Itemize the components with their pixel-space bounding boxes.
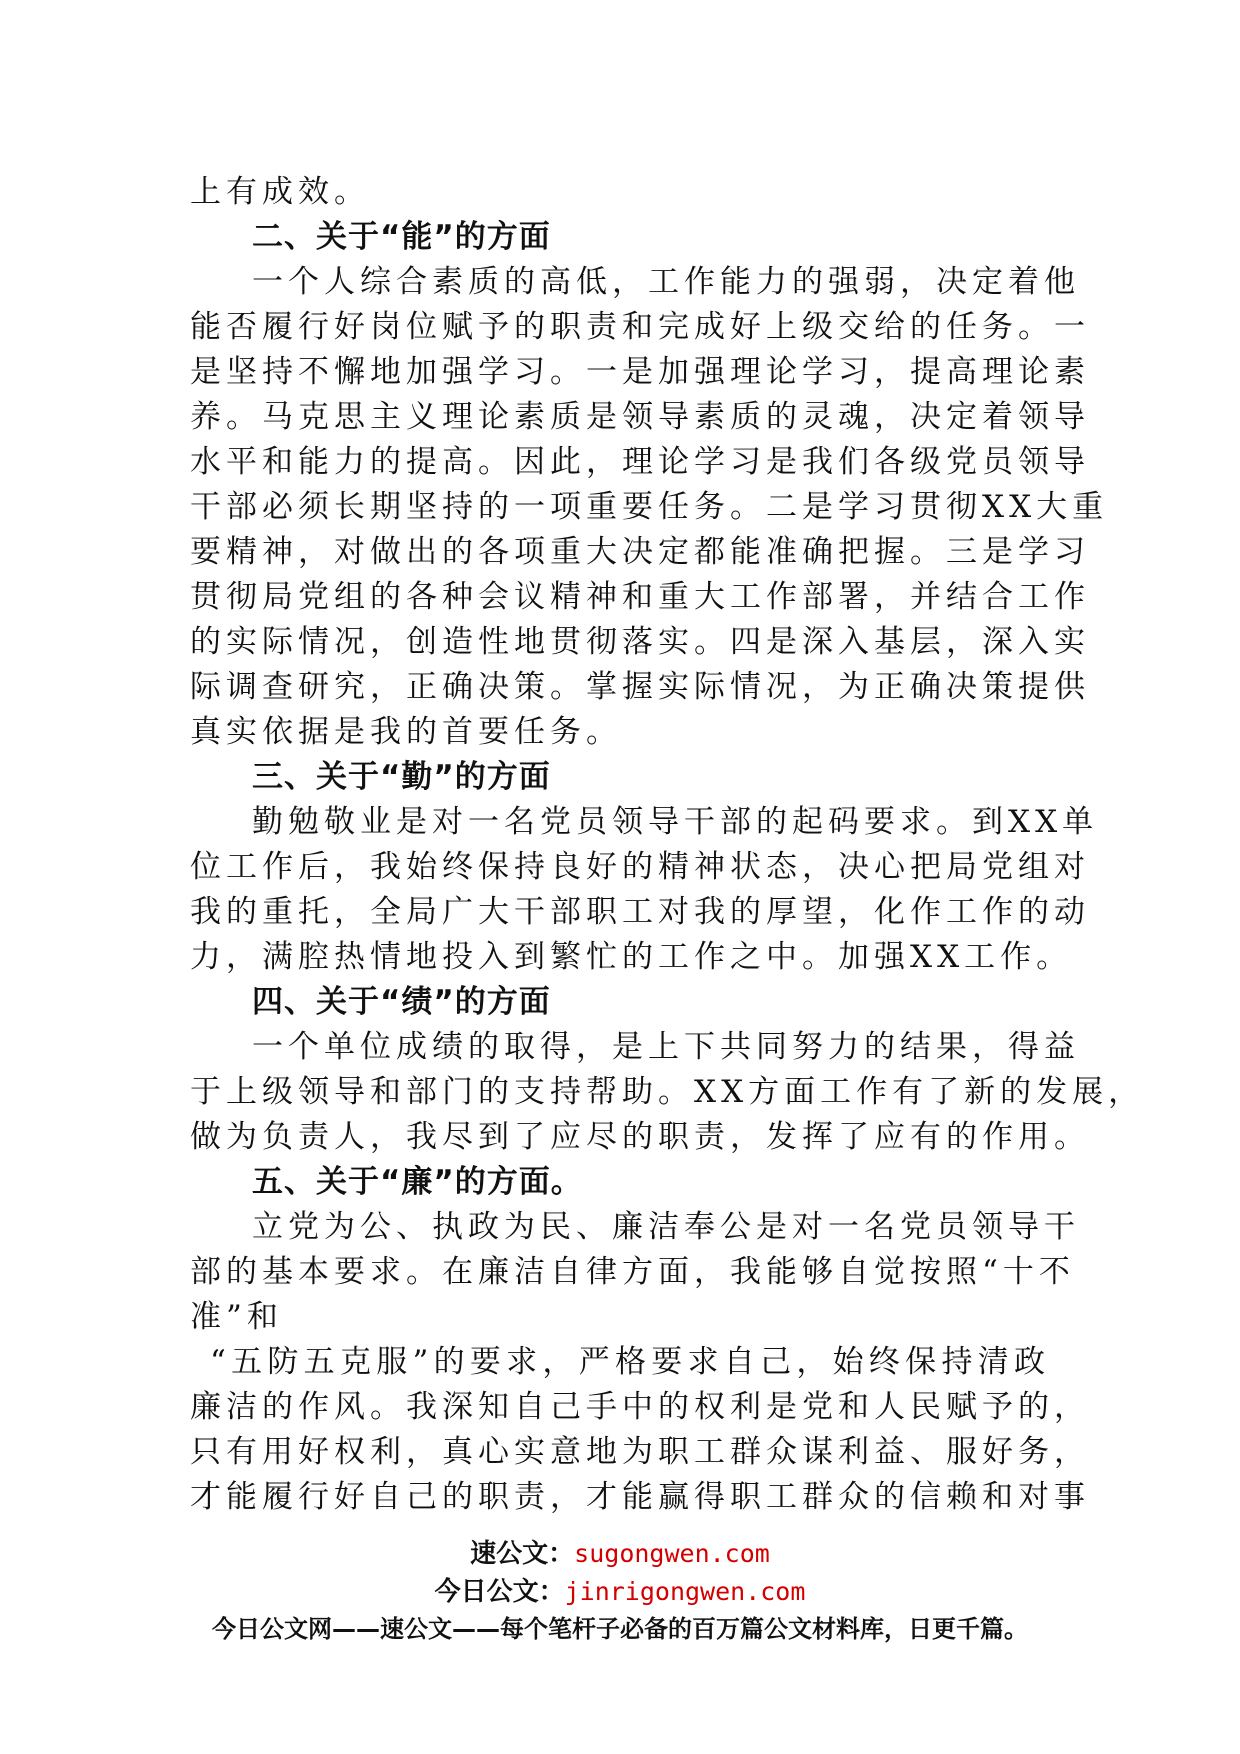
paragraph-line: “五防五克服”的要求，严格要求自己，始终保持清政	[210, 1344, 1050, 1380]
paragraph-line: 一个人综合素质的高低，工作能力的强弱，决定着他	[252, 264, 1080, 300]
footer-slogan: 今日公文网——速公文——每个笔杆子必备的百万篇公文材料库，日更千篇。	[212, 1615, 1028, 1643]
footer-site-1	[0, 1535, 1240, 1573]
paragraph-line: 力，满腔热情地投入到繁忙的工作之中。加强XX工作。	[190, 939, 1073, 975]
paragraph-line: 位工作后，我始终保持良好的精神状态，决心把局党组对	[190, 849, 1090, 885]
section-heading: 三、关于“勤”的方面	[252, 759, 551, 795]
paragraph-line: 干部必须长期坚持的一项重要任务。二是学习贯彻XX大重	[190, 489, 1109, 525]
paragraph-line: 上有成效。	[190, 174, 370, 210]
paragraph-line: 准”和	[190, 1299, 283, 1335]
paragraph-line: 贯彻局党组的各种会议精神和重大工作部署，并结合工作	[190, 579, 1090, 615]
paragraph-line: 做为负责人，我尽到了应尽的职责，发挥了应有的作用。	[190, 1119, 1090, 1155]
paragraph-line: 于上级领导和部门的支持帮助。XX方面工作有了新的发展，	[190, 1074, 1145, 1110]
paragraph-line: 一个单位成绩的取得，是上下共同努力的结果，得益	[252, 1029, 1080, 1065]
paragraph-line: 立党为公、执政为民、廉洁奉公是对一名党员领导干	[252, 1209, 1080, 1245]
footer-site-2	[0, 1573, 1240, 1611]
footer-site-2-label: 今日公文：	[434, 1577, 565, 1607]
paragraph-line: 际调查研究，正确决策。掌握实际情况，为正确决策提供	[190, 669, 1090, 705]
paragraph-line: 才能履行好自己的职责，才能赢得职工群众的信赖和对事	[190, 1479, 1090, 1515]
paragraph-line: 能否履行好岗位赋予的职责和完成好上级交给的任务。一	[190, 309, 1090, 345]
paragraph-line: 勤勉敬业是对一名党员领导干部的起码要求。到XX单	[252, 804, 1099, 840]
paragraph-line: 水平和能力的提高。因此，理论学习是我们各级党员领导	[190, 444, 1090, 480]
footer-site-1-link[interactable]: sugongwen.com	[574, 1539, 770, 1568]
paragraph-line: 的实际情况，创造性地贯彻落实。四是深入基层，深入实	[190, 624, 1090, 660]
paragraph-line: 是坚持不懈地加强学习。一是加强理论学习，提高理论素	[190, 354, 1090, 390]
paragraph-line: 真实依据是我的首要任务。	[190, 714, 622, 750]
footer-site-2-link[interactable]: jinrigongwen.com	[564, 1577, 806, 1606]
paragraph-line: 部的基本要求。在廉洁自律方面，我能够自觉按照“十不	[190, 1254, 1075, 1290]
paragraph-line: 养。马克思主义理论素质是领导素质的灵魂，决定着领导	[190, 399, 1090, 435]
paragraph-line: 要精神，对做出的各项重大决定都能准确把握。三是学习	[190, 534, 1090, 570]
paragraph-line: 廉洁的作风。我深知自己手中的权利是党和人民赋予的，	[190, 1389, 1090, 1425]
section-heading: 五、关于“廉”的方面。	[252, 1164, 583, 1200]
footer-site-1-label: 速公文：	[470, 1539, 575, 1569]
footer	[0, 1535, 1240, 1647]
paragraph-line: 我的重托，全局广大干部职工对我的厚望，化作工作的动	[190, 894, 1090, 930]
section-heading: 二、关于“能”的方面	[252, 219, 551, 255]
document-body	[190, 170, 1145, 1520]
paragraph-line: 只有用好权利，真心实意地为职工群众谋利益、服好务，	[190, 1434, 1090, 1470]
section-heading: 四、关于“绩”的方面	[252, 984, 551, 1020]
